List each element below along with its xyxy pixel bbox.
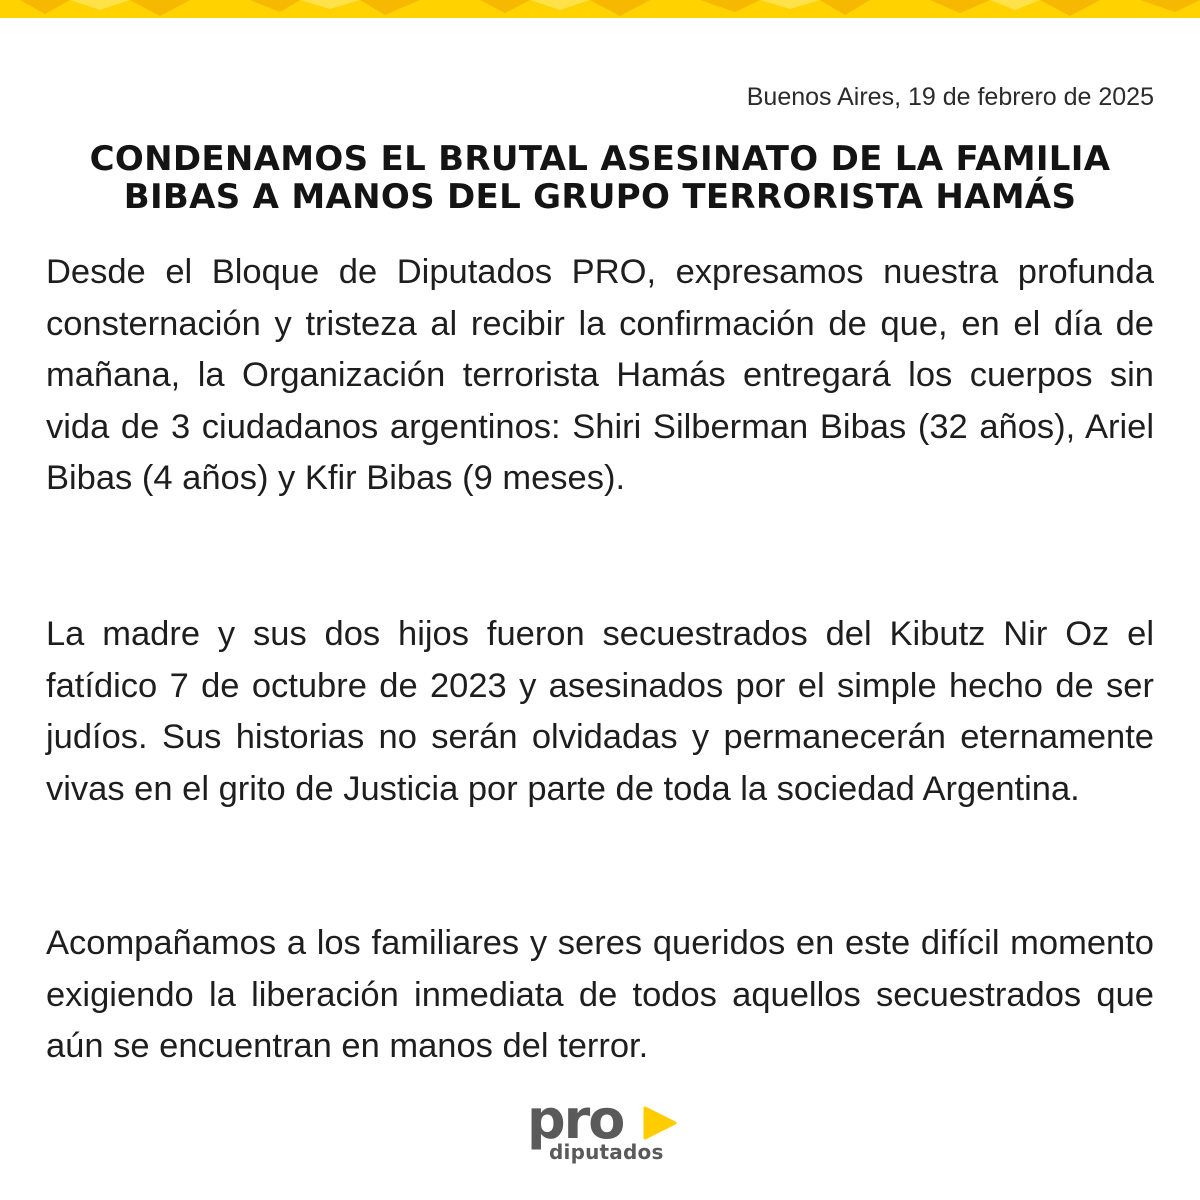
pro-diputados-logo [527,1088,677,1168]
title-line-1: CONDENAMOS EL BRUTAL ASESINATO DE LA FAMILIA [89,139,1111,179]
top-decorative-band [0,0,1200,18]
title-line-2: BIBAS A MANOS DEL GRUPO TERRORISTA HAMÁS [123,177,1077,217]
body-paragraph-3: Acompañamos a los familiares y seres queridos en este difícil momento exigiendo la liberación inmediata de todos aquellos secuestrados que aún se encuentran en manos del terror. [46,924,1154,1065]
logo-subtitle: diputados [549,1140,664,1164]
logo-wordmark: pro [527,1088,624,1151]
page-title [40,140,1160,216]
body-paragraph-2: La madre y sus dos hijos fueron secuestrados del Kibutz Nir Oz el fatídico 7 de octubre de 2023 y asesinados por el simple hecho de ser judíos. Sus historias no serán olvidadas y permanecerán eternamente vivas en el grito de Justicia por parte de toda la sociedad Argentina. [46,615,1154,808]
document-date: Buenos Aires, 19 de febrero de 2025 [746,83,1154,111]
body-paragraph-1: Desde el Bloque de Diputados PRO, expresamos nuestra profunda consternación y tristeza al recibir la confirmación de que, en el día de mañana, la Organización terrorista Hamás entregará los cuerpos sin vida de 3 ciudadanos argentinos: Shiri Silberman Bibas (32 años), Ariel Bibas (4 años) y Kfir Bibas (9 meses). [46,253,1154,497]
play-triangle-icon [643,1106,677,1140]
band-pattern [0,0,1200,18]
